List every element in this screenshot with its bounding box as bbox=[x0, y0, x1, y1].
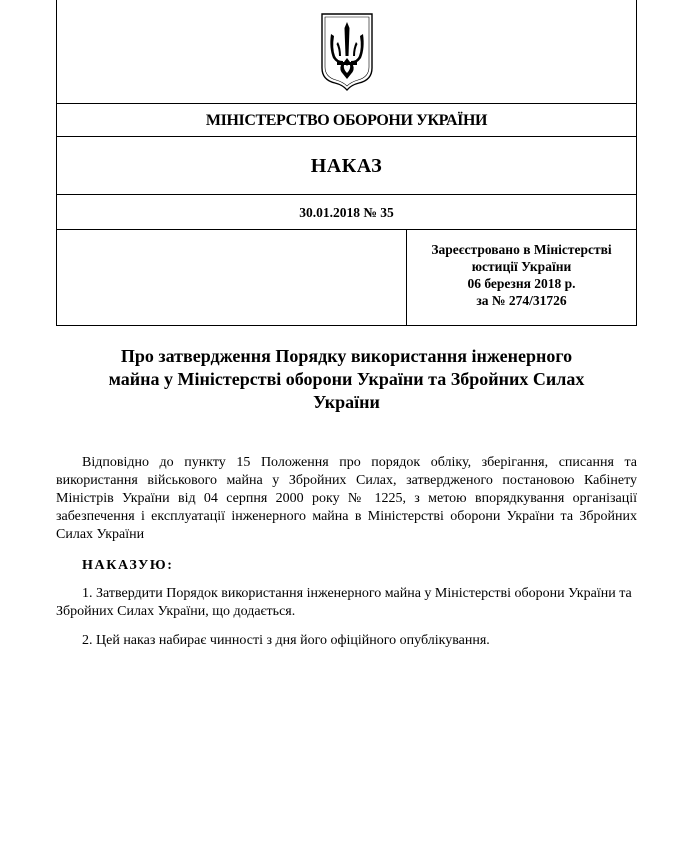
ministry-name: МІНІСТЕРСТВО ОБОРОНИ УКРАЇНИ bbox=[57, 104, 636, 137]
registration-stamp bbox=[407, 230, 636, 325]
order-item-2 bbox=[56, 632, 637, 650]
title-line: України bbox=[313, 392, 380, 412]
preamble-text: Відповідно до пункту 15 Положення про порядок обліку, зберігання, списання та використання військового майна у Збройних Силах, затвердженого постановою Кабінету Міністрів України від 04 серпня 2000 року № 1225, з метою впорядкування організації забезпечення і експлуатації інженерного майна в Міністерстві оборони України та Збройних Силах України bbox=[56, 455, 637, 542]
coat-of-arms-icon bbox=[319, 12, 375, 92]
title-line: Про затвердження Порядку використання інженерного bbox=[120, 346, 573, 366]
registration-line: 06 березня 2018 р. bbox=[467, 276, 576, 291]
document-date-number: 30.01.2018 № 35 bbox=[57, 195, 636, 230]
order-item-text: 2. Цей наказ набирає чинності з дня його офіційного опублікування. bbox=[82, 633, 490, 648]
order-item-1 bbox=[56, 585, 637, 621]
title-line: майна у Міністерстві оборони України та Збройних Силах bbox=[108, 369, 585, 389]
order-item-text: 1. Затвердити Порядок використання інженерного майна у Міністерстві оборони України та Збройних Силах України, що додається. bbox=[56, 586, 632, 619]
registration-empty-cell bbox=[57, 230, 407, 325]
registration-line: Зареєстровано в Міністерстві bbox=[431, 242, 612, 257]
emblem-row bbox=[57, 0, 636, 104]
registration-row bbox=[57, 230, 636, 325]
registration-line: за № 274/31726 bbox=[476, 293, 567, 308]
header-table bbox=[56, 0, 637, 326]
document-type: НАКАЗ bbox=[57, 137, 636, 195]
order-heading: НАКАЗУЮ: bbox=[82, 558, 174, 573]
document-title bbox=[56, 345, 637, 414]
preamble-paragraph bbox=[56, 454, 637, 544]
registration-line: юстиції України bbox=[471, 259, 572, 274]
